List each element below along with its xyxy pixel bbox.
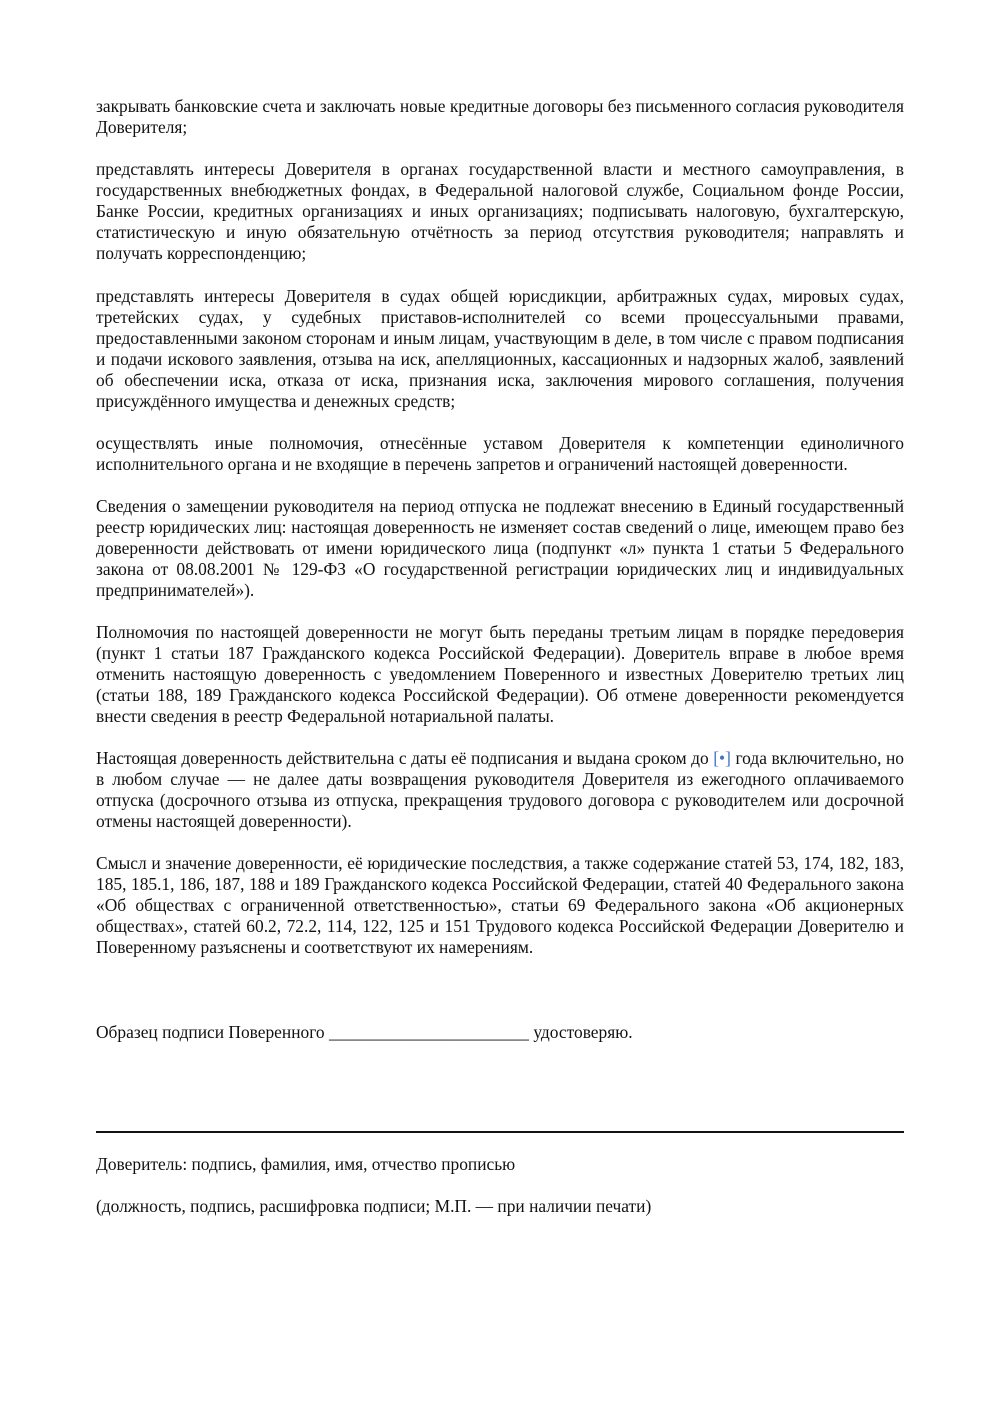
signature-rule (96, 1131, 904, 1133)
date-placeholder-marker: [•] (713, 748, 731, 768)
power-other-authority-paragraph: осуществлять иные полномочия, отнесённые уставом Доверителя к компетенции единоличного исполнительного органа и не входящие в перечень запретов и ограничений настоящей доверенности. (96, 433, 904, 474)
validity-term-paragraph (96, 748, 904, 832)
redelegation-prohibition-paragraph: Полномочия по настоящей доверенности не могут быть переданы третьим лицам в порядке передоверия (пункт 1 статьи 187 Гражданского кодекса Российской Федерации). Доверитель вправе в любое время отменить настоящую доверенность с уведомлением Поверенного и известных Доверителю третьих лиц (статьи 188, 189 Гражданского кодекса Российской Федерации). Об отмене доверенности рекомендуется внести сведения в реестр Федеральной нотариальной палаты. (96, 622, 904, 726)
sample-signature-line (96, 1022, 904, 1043)
sample-signature-certify: удостоверяю. (533, 1022, 633, 1042)
power-represent-courts-paragraph: представлять интересы Доверителя в судах общей юрисдикции, арбитражных судах, мировых судах, третейских судах, у судебных приставов-исполнителей со всеми процессуальными правами, предоставленными законом сторонам и иным лицам, участвующим в деле, в том числе с правом подписания и подачи искового заявления, отзыва на иск, апелляционных, кассационных и надзорных жалоб, заявлений об обеспечении иска, отказа от иска, признания иска, заключения мирового соглашения, получения присуждённого имущества и денежных средств; (96, 286, 904, 411)
principal-details-caption: (должность, подпись, расшифровка подписи; М.П. — при наличии печати) (96, 1196, 652, 1216)
sample-signature-blank: _______________________ (328, 1022, 529, 1042)
power-represent-authorities-paragraph: представлять интересы Доверителя в органах государственной власти и местного самоуправления, в государственных внебюджетных фондах, в Федеральной налоговой службе, Социальном фонде России, Банке России, кредитных организациях и иных организациях; подписывать налоговую, бухгалтерскую, статистическую и иную обязательную отчётность за период отсутствия руководителя; направлять и получать корреспонденцию; (96, 159, 904, 263)
legal-explanation-paragraph: Смысл и значение доверенности, её юридические последствия, а также содержание статей 53, 174, 182, 183, 185, 185.1, 186, 187, 188 и 189 Гражданского кодекса Российской Федерации, статей 40 Федерального закона «Об обществах с ограниченной ответственностью», статьи 69 Федерального закона «Об акционерных обществах», статей 60.2, 72.2, 114, 122, 125 и 151 Трудового кодекса Российской Федерации Доверителю и Поверенному разъяснены и соответствуют их намерениям. (96, 853, 904, 957)
validity-text-end: года включительно, но в любом случае — не далее даты возвращения руководителя Доверителя из ежегодного оплачиваемого отпуска (досрочного отзыва из отпуска, прекращения трудового договора с руководителем или досрочной отмены настоящей доверенности). (96, 748, 904, 831)
principal-signature-caption: Доверитель: подпись, фамилия, имя, отчество прописью (96, 1154, 516, 1174)
power-close-accounts-paragraph: закрывать банковские счета и заключать новые кредитные договоры без письменного согласия руководителя Доверителя; (96, 96, 904, 137)
validity-text-start: Настоящая доверенность действительна с даты её подписания и выдана сроком до (96, 748, 714, 768)
sample-signature-label: Образец подписи Поверенного (96, 1022, 325, 1042)
registry-information-paragraph: Сведения о замещении руководителя на период отпуска не подлежат внесению в Единый государственный реестр юридических лиц: настоящая доверенность не изменяет состав сведений о лице, имеющем право без доверенности действовать от имени юридического лица (подпункт «л» пункта 1 статьи 5 Федерального закона от 08.08.2001 № 129-ФЗ «О государственной регистрации юридических лиц и индивидуальных предпринимателей»). (96, 496, 904, 600)
